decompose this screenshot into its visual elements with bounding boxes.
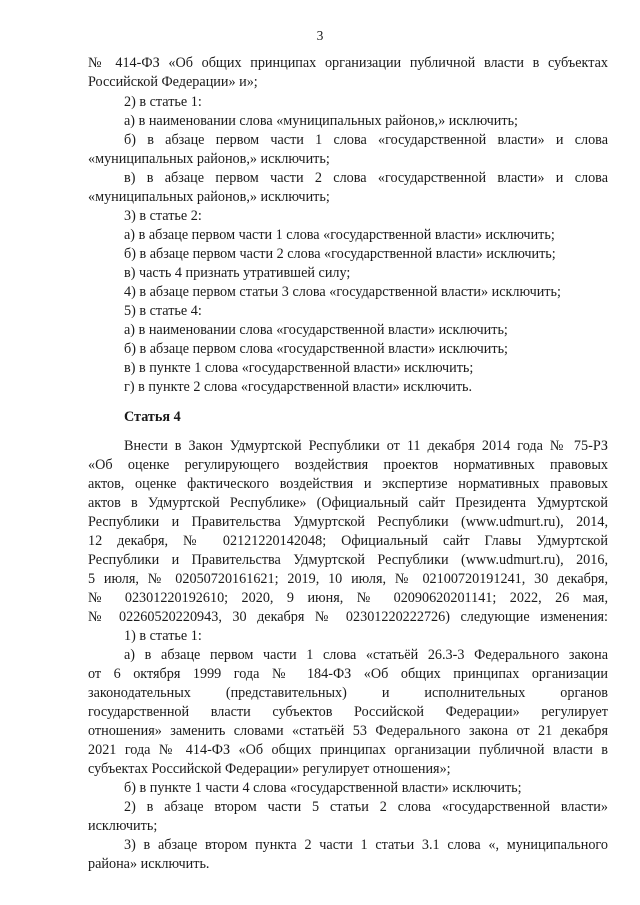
page-number: 3 <box>316 28 324 43</box>
list-item: 3) в абзаце втором пункта 2 части 1 статьи 3.1 слова «, муниципального <box>124 837 608 853</box>
list-item: в) часть 4 признать утратившей силу; <box>124 265 351 281</box>
list-item: 5) в статье 4: <box>124 303 202 319</box>
article-heading: Статья 4 <box>124 409 181 425</box>
text-line: 12 декабря, № 02121220142048; Официальный сайт Главы Удмуртской <box>88 533 608 549</box>
list-item: 2) в статье 1: <box>124 94 202 110</box>
list-item: г) в пункте 2 слова «государственной власти» исключить. <box>124 379 473 395</box>
text-line: законодательных (представительных) и исполнительных органов <box>88 685 608 701</box>
text-line: «Об оценке регулирующего воздействия проектов нормативных правовых <box>88 457 608 473</box>
text-line: Российской Федерации» и»; <box>88 74 258 90</box>
list-item: б) в абзаце первом части 1 слова «государственной власти» и слова <box>124 132 608 148</box>
text-line: Внести в Закон Удмуртской Республики от 11 декабря 2014 года № 75-РЗ <box>124 438 608 454</box>
list-item: б) в пункте 1 части 4 слова «государственной власти» исключить; <box>124 780 522 796</box>
list-item-continuation: района» исключить. <box>88 856 210 872</box>
text-line: государственной власти субъектов Российской Федерации» регулирует <box>88 704 608 720</box>
text-line: субъектах Российской Федерации» регулирует отношения»; <box>88 761 451 777</box>
text-line: № 02260520220943, 30 декабря № 02301220222726) следующие изменения: <box>88 609 608 625</box>
text-line: от 6 октября 1999 года № 184-ФЗ «Об общих принципах организации <box>88 666 608 682</box>
text-line: отношения» заменить словами «статьёй 53 Федерального закона от 21 декабря <box>88 723 608 739</box>
list-item: б) в абзаце первом слова «государственной власти» исключить; <box>124 341 508 357</box>
text-line: актов в Удмуртской Республике» (Официальный сайт Президента Удмуртской <box>88 495 608 511</box>
text-line: актов, оценке фактического воздействия и экспертизе нормативных правовых <box>88 476 608 492</box>
text-line: Республики и Правительства Удмуртской Республики (www.udmurt.ru), 2016, <box>88 552 608 568</box>
text-line: № 414-ФЗ «Об общих принципах организации публичной власти в субъектах <box>88 55 608 71</box>
list-item: б) в абзаце первом части 2 слова «государственной власти» исключить; <box>124 246 556 262</box>
list-item-continuation: «муниципальных районов,» исключить; <box>88 151 330 167</box>
list-item: 3) в статье 2: <box>124 208 202 224</box>
list-item: а) в абзаце первом части 1 слова «государственной власти» исключить; <box>124 227 555 243</box>
list-item: 2) в абзаце втором части 5 статьи 2 слова «государственной власти» <box>124 799 608 815</box>
list-item: а) в абзаце первом части 1 слова «статьёй 26.3-3 Федерального закона <box>124 647 608 663</box>
list-item: 1) в статье 1: <box>124 628 202 644</box>
list-item: в) в абзаце первом части 2 слова «государственной власти» и слова <box>124 170 608 186</box>
list-item: 4) в абзаце первом статьи 3 слова «государственной власти» исключить; <box>124 284 561 300</box>
text-line: 5 июля, № 02050720161621; 2019, 10 июля, № 02100720191241, 30 декабря, <box>88 571 608 587</box>
list-item: а) в наименовании слова «государственной власти» исключить; <box>124 322 508 338</box>
text-line: 2021 года № 414-ФЗ «Об общих принципах организации публичной власти в <box>88 742 608 758</box>
list-item-continuation: исключить; <box>88 818 158 834</box>
text-line: Республики и Правительства Удмуртской Республики (www.udmurt.ru), 2014, <box>88 514 608 530</box>
text-line: № 02301220192610; 2020, 9 июня, № 02090620201141; 2022, 26 мая, <box>88 590 608 606</box>
list-item-continuation: «муниципальных районов,» исключить; <box>88 189 330 205</box>
list-item: в) в пункте 1 слова «государственной власти» исключить; <box>124 360 474 376</box>
list-item: а) в наименовании слова «муниципальных районов,» исключить; <box>124 113 518 129</box>
